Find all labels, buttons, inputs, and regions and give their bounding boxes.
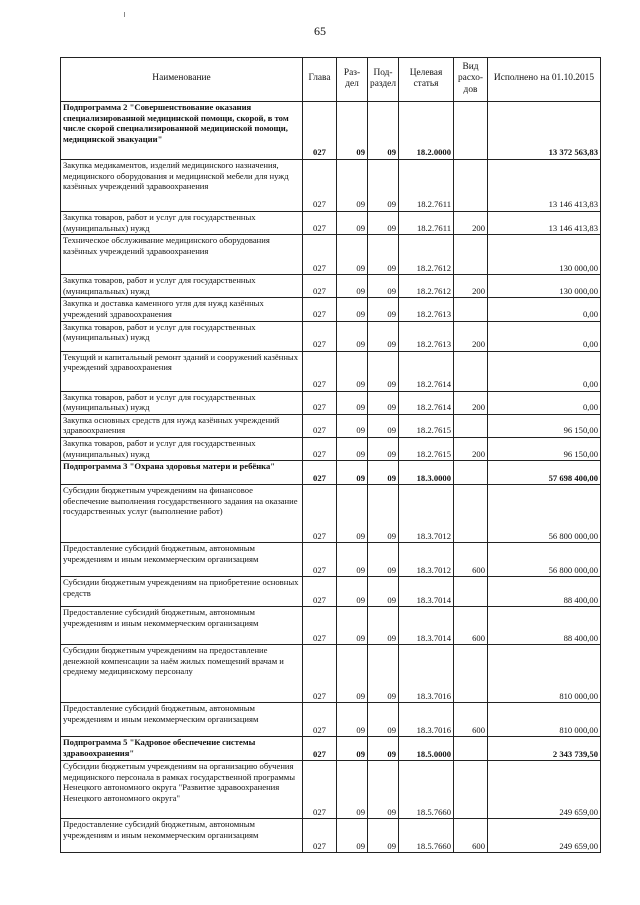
cell-vid [454, 351, 488, 391]
cell-glava: 027 [303, 645, 337, 703]
cell-vid: 600 [454, 703, 488, 737]
cell-amount: 810 000,00 [488, 645, 601, 703]
cell-podrazdel: 09 [368, 819, 399, 853]
cell-podrazdel: 09 [368, 298, 399, 321]
cell-amount: 2 343 739,50 [488, 737, 601, 761]
cell-podrazdel: 09 [368, 102, 399, 160]
cell-amount: 13 146 413,83 [488, 212, 601, 235]
cell-name: Закупка основных средств для нужд казённых учреждений здравоохранения [61, 414, 303, 437]
cell-glava: 027 [303, 321, 337, 351]
cell-vid: 200 [454, 437, 488, 460]
cell-podrazdel: 09 [368, 212, 399, 235]
cell-podrazdel: 09 [368, 437, 399, 460]
cell-name: Предоставление субсидий бюджетным, автономным учреждениям и иным некоммерческим организациям [61, 607, 303, 645]
cell-celevaya: 18.5.0000 [399, 737, 454, 761]
table-row [61, 577, 601, 607]
cell-amount: 0,00 [488, 391, 601, 414]
cell-amount: 249 659,00 [488, 819, 601, 853]
cell-celevaya: 18.3.0000 [399, 461, 454, 485]
table-row [61, 485, 601, 543]
cell-vid [454, 102, 488, 160]
page-number: 65 [314, 24, 326, 38]
cell-celevaya: 18.2.7612 [399, 275, 454, 298]
header-celevaya: Целевая статья [399, 58, 454, 102]
table-row [61, 414, 601, 437]
cell-razdel: 09 [337, 102, 368, 160]
cell-name: Подпрограмма 5 "Кадровое обеспечение системы здравоохранения" [61, 737, 303, 761]
header-name: Наименование [61, 58, 303, 102]
cell-podrazdel: 09 [368, 607, 399, 645]
cell-amount: 810 000,00 [488, 703, 601, 737]
cell-podrazdel: 09 [368, 543, 399, 577]
cell-razdel: 09 [337, 298, 368, 321]
cell-glava: 027 [303, 485, 337, 543]
cell-razdel: 09 [337, 607, 368, 645]
cell-celevaya: 18.3.7012 [399, 485, 454, 543]
cell-razdel: 09 [337, 414, 368, 437]
cell-vid: 200 [454, 391, 488, 414]
cell-amount: 57 698 400,00 [488, 461, 601, 485]
cell-razdel: 09 [337, 351, 368, 391]
cell-name: Закупка товаров, работ и услуг для государственных (муниципальных) нужд [61, 212, 303, 235]
table-row [61, 212, 601, 235]
cell-vid: 600 [454, 819, 488, 853]
cell-celevaya: 18.5.7660 [399, 819, 454, 853]
cell-name: Предоставление субсидий бюджетным, автономным учреждениям и иным некоммерческим организациям [61, 819, 303, 853]
header-row [61, 58, 601, 102]
cell-razdel: 09 [337, 761, 368, 819]
cell-amount: 0,00 [488, 298, 601, 321]
cell-name: Закупка медикаментов, изделий медицинского назначения, медицинского оборудования и медицинской мебели для нужд казённых учреждений здравоохранения [61, 160, 303, 212]
cell-glava: 027 [303, 703, 337, 737]
cell-razdel: 09 [337, 391, 368, 414]
cell-amount: 0,00 [488, 351, 601, 391]
cell-razdel: 09 [337, 819, 368, 853]
cell-glava: 027 [303, 737, 337, 761]
cell-celevaya: 18.3.7014 [399, 577, 454, 607]
table-row [61, 461, 601, 485]
cell-razdel: 09 [337, 461, 368, 485]
cell-glava: 027 [303, 437, 337, 460]
cell-podrazdel: 09 [368, 321, 399, 351]
cell-razdel: 09 [337, 737, 368, 761]
cell-glava: 027 [303, 212, 337, 235]
cell-name: Закупка товаров, работ и услуг для государственных (муниципальных) нужд [61, 437, 303, 460]
cell-celevaya: 18.3.7014 [399, 607, 454, 645]
cell-name: Закупка товаров, работ и услуг для государственных (муниципальных) нужд [61, 391, 303, 414]
cell-glava: 027 [303, 577, 337, 607]
table-body [61, 102, 601, 853]
cell-celevaya: 18.5.7660 [399, 761, 454, 819]
cell-vid [454, 645, 488, 703]
cell-glava: 027 [303, 275, 337, 298]
header-glava: Глава [303, 58, 337, 102]
header-ispolneno: Исполнено на 01.10.2015 [488, 58, 601, 102]
cell-amount: 96 150,00 [488, 414, 601, 437]
cell-podrazdel: 09 [368, 703, 399, 737]
cell-celevaya: 18.2.7611 [399, 212, 454, 235]
cell-glava: 027 [303, 160, 337, 212]
cell-amount: 56 800 000,00 [488, 543, 601, 577]
header-vid: Вид расхо-дов [454, 58, 488, 102]
cell-amount: 13 146 413,83 [488, 160, 601, 212]
cell-glava: 027 [303, 391, 337, 414]
cell-razdel: 09 [337, 703, 368, 737]
cell-vid [454, 737, 488, 761]
cell-glava: 027 [303, 543, 337, 577]
header-podrazdel: Под-раздел [368, 58, 399, 102]
cell-celevaya: 18.2.7612 [399, 235, 454, 275]
cell-name: Текущий и капитальный ремонт зданий и сооружений казённых учреждений здравоохранения [61, 351, 303, 391]
cell-celevaya: 18.2.7614 [399, 351, 454, 391]
cell-podrazdel: 09 [368, 577, 399, 607]
cell-name: Закупка товаров, работ и услуг для государственных (муниципальных) нужд [61, 275, 303, 298]
cell-vid: 600 [454, 607, 488, 645]
table-row [61, 160, 601, 212]
cell-amount: 56 800 000,00 [488, 485, 601, 543]
cell-vid [454, 160, 488, 212]
cell-glava: 027 [303, 102, 337, 160]
cell-name: Субсидии бюджетным учреждениям на финансовое обеспечение выполнения государственного задания на оказание государственных услуг (выполнение работ) [61, 485, 303, 543]
cell-vid [454, 577, 488, 607]
cell-celevaya: 18.2.0000 [399, 102, 454, 160]
cell-vid [454, 761, 488, 819]
cell-podrazdel: 09 [368, 414, 399, 437]
cell-amount: 88 400,00 [488, 607, 601, 645]
table-row [61, 819, 601, 853]
cell-razdel: 09 [337, 577, 368, 607]
cell-vid [454, 414, 488, 437]
cell-podrazdel: 09 [368, 461, 399, 485]
cell-glava: 027 [303, 607, 337, 645]
table-row [61, 102, 601, 160]
cell-vid: 200 [454, 275, 488, 298]
cell-vid [454, 298, 488, 321]
cell-amount: 130 000,00 [488, 235, 601, 275]
cell-glava: 027 [303, 761, 337, 819]
cell-name: Субсидии бюджетным учреждениям на предоставление денежной компенсации за наём жилых помещений врачам и среднему медицинскому персоналу [61, 645, 303, 703]
cell-glava: 027 [303, 414, 337, 437]
cell-podrazdel: 09 [368, 391, 399, 414]
table-row [61, 761, 601, 819]
cell-celevaya: 18.2.7614 [399, 391, 454, 414]
cell-name: Подпрограмма 3 "Охрана здоровья матери и ребёнка" [61, 461, 303, 485]
cell-celevaya: 18.2.7613 [399, 321, 454, 351]
cell-celevaya: 18.2.7611 [399, 160, 454, 212]
cell-name: Предоставление субсидий бюджетным, автономным учреждениям и иным некоммерческим организациям [61, 543, 303, 577]
cell-razdel: 09 [337, 275, 368, 298]
cell-glava: 027 [303, 298, 337, 321]
cell-amount: 249 659,00 [488, 761, 601, 819]
cell-name: Подпрограмма 2 "Совершенствование оказания специализированной медицинской помощи, скорой, в том числе скорой специализированной медицинской помощи, медицинской эвакуации" [61, 102, 303, 160]
cell-celevaya: 18.3.7016 [399, 645, 454, 703]
cell-name: Субсидии бюджетным учреждениям на приобретение основных средств [61, 577, 303, 607]
cell-razdel: 09 [337, 437, 368, 460]
scan-mark [124, 12, 125, 17]
cell-celevaya: 18.3.7012 [399, 543, 454, 577]
table-row [61, 543, 601, 577]
cell-name: Субсидии бюджетным учреждениям на организацию обучения медицинского персонала в рамках государственной программы Ненецкого автономного округа "Развитие здравоохранения Ненецкого автономного округа" [61, 761, 303, 819]
cell-amount: 96 150,00 [488, 437, 601, 460]
cell-glava: 027 [303, 819, 337, 853]
cell-amount: 13 372 563,83 [488, 102, 601, 160]
table-row [61, 437, 601, 460]
cell-razdel: 09 [337, 645, 368, 703]
table-row [61, 391, 601, 414]
header-razdel: Раз-дел [337, 58, 368, 102]
cell-podrazdel: 09 [368, 235, 399, 275]
cell-celevaya: 18.3.7016 [399, 703, 454, 737]
cell-razdel: 09 [337, 160, 368, 212]
table-row [61, 235, 601, 275]
table-row [61, 607, 601, 645]
table-row [61, 703, 601, 737]
table-row [61, 321, 601, 351]
cell-vid: 600 [454, 543, 488, 577]
cell-glava: 027 [303, 461, 337, 485]
budget-table [60, 57, 601, 853]
table-row [61, 351, 601, 391]
cell-name: Закупка и доставка каменного угля для нужд казённых учреждений здравоохранения [61, 298, 303, 321]
cell-vid [454, 485, 488, 543]
cell-amount: 0,00 [488, 321, 601, 351]
cell-podrazdel: 09 [368, 645, 399, 703]
cell-razdel: 09 [337, 212, 368, 235]
cell-podrazdel: 09 [368, 485, 399, 543]
cell-name: Закупка товаров, работ и услуг для государственных (муниципальных) нужд [61, 321, 303, 351]
cell-amount: 130 000,00 [488, 275, 601, 298]
cell-podrazdel: 09 [368, 737, 399, 761]
table-row [61, 645, 601, 703]
cell-podrazdel: 09 [368, 160, 399, 212]
cell-vid: 200 [454, 321, 488, 351]
table-row [61, 298, 601, 321]
cell-razdel: 09 [337, 543, 368, 577]
cell-vid [454, 235, 488, 275]
cell-glava: 027 [303, 235, 337, 275]
cell-podrazdel: 09 [368, 351, 399, 391]
cell-amount: 88 400,00 [488, 577, 601, 607]
cell-glava: 027 [303, 351, 337, 391]
cell-celevaya: 18.2.7613 [399, 298, 454, 321]
cell-podrazdel: 09 [368, 761, 399, 819]
cell-name: Предоставление субсидий бюджетным, автономным учреждениям и иным некоммерческим организациям [61, 703, 303, 737]
cell-name: Техническое обслуживание медицинского оборудования казённых учреждений здравоохранения [61, 235, 303, 275]
table-row [61, 737, 601, 761]
cell-razdel: 09 [337, 321, 368, 351]
cell-celevaya: 18.2.7615 [399, 437, 454, 460]
cell-celevaya: 18.2.7615 [399, 414, 454, 437]
cell-razdel: 09 [337, 485, 368, 543]
cell-vid: 200 [454, 212, 488, 235]
cell-podrazdel: 09 [368, 275, 399, 298]
cell-vid [454, 461, 488, 485]
cell-razdel: 09 [337, 235, 368, 275]
table-row [61, 275, 601, 298]
